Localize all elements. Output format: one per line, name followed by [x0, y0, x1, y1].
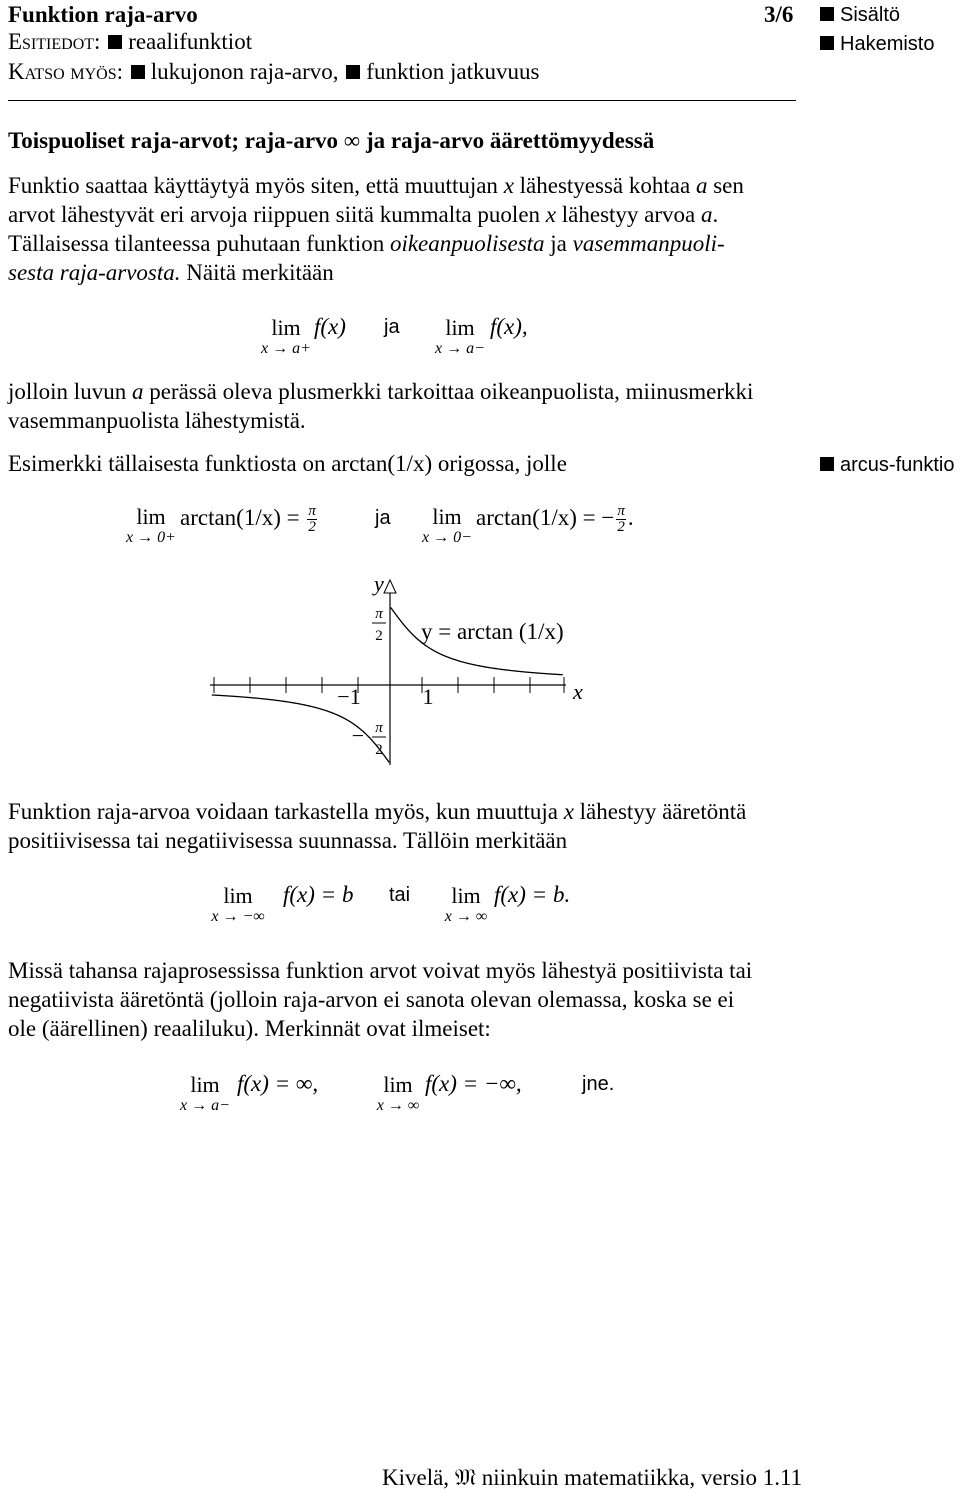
tick-label-neg-1: −1: [337, 684, 361, 709]
limit-to-infinity-right: lim x → ∞: [376, 1072, 420, 1114]
y-axis-arrow-icon: [384, 580, 396, 593]
p1-line-4: sesta raja-arvosta. Näitä merkitään: [8, 260, 334, 285]
link-square-icon: [108, 35, 122, 49]
eq2-ja: ja: [375, 507, 391, 529]
eq1-expr-1: f(x): [314, 314, 346, 339]
heading-part-1: Toispuoliset raja-arvot; raja-arvo: [8, 128, 339, 153]
footer-text: niinkuin matematiikka, versio 1.11: [481, 1465, 803, 1490]
eq4-etc: jne.: [582, 1073, 615, 1095]
limit-plus-infinity: lim x → ∞: [444, 883, 488, 925]
eq2-expr-1: arctan(1/x) = $\frac{\pi}{2}$: [180, 503, 316, 535]
limit-minus-infinity: lim x → −∞: [211, 883, 265, 925]
paragraph-5: [8, 956, 818, 1043]
y-axis-label: y: [374, 571, 384, 596]
minus-sign: −: [351, 723, 365, 748]
eq4-expr-2: f(x) = −∞,: [425, 1071, 522, 1096]
eq1-ja: ja: [384, 316, 400, 338]
p4-line-2: positiivisessa tai negatiivisessa suunnassa. Tällöin merkitään: [8, 828, 568, 853]
link-reaalifunktiot[interactable]: reaalifunktiot: [128, 29, 253, 54]
p4-line-1: Funktion raja-arvoa voidaan tarkastella myös, kun muuttuja x lähestyy ääretöntä: [8, 799, 747, 824]
p5-line-2: negatiivista ääretöntä (jolloin raja-arvon ei sanota olevan olemassa, koska se ei: [8, 987, 735, 1012]
curve-label: y = arctan (1/x): [421, 619, 564, 644]
two-label: 2: [375, 628, 383, 644]
nav-square-icon: [820, 7, 834, 21]
paragraph-1: [8, 171, 808, 287]
tick-minus-pi-over-2: [352, 720, 386, 758]
page-title: Funktion raja-arvo: [8, 2, 198, 27]
x-axis-label: x: [573, 679, 583, 704]
p5-line-3: ole (äärellinen) reaaliluku). Merkinnät ovat ilmeiset:: [8, 1016, 491, 1041]
eq1-expr-2: f(x),: [490, 314, 528, 339]
link-lukujonon-raja-arvo[interactable]: lukujonon raja-arvo,: [150, 59, 339, 84]
paragraph-4: [8, 797, 808, 855]
tick-pi-over-2: [372, 606, 386, 644]
limit-left: lim x → a−: [435, 315, 485, 357]
side-link-arcus-funktio[interactable]: [820, 453, 955, 477]
nav-square-icon: [820, 36, 834, 50]
tick-label-pos-1: 1: [422, 684, 434, 709]
p1-line-1: Funktio saattaa käyttäytyä myös siten, että muuttujan x lähestyessä kohtaa a sen: [8, 173, 744, 198]
two-label: 2: [375, 742, 383, 758]
link-square-icon: [131, 65, 145, 79]
prereq-label: Esitiedot:: [8, 29, 101, 54]
eq4-expr-1: f(x) = ∞,: [237, 1071, 319, 1096]
limit-to-infinity-left: lim x → a−: [180, 1072, 230, 1114]
p5-line-1: Missä tahansa rajaprosessissa funktion arvot voivat myös lähestyä positiivista tai: [8, 958, 753, 983]
see-also-label: Katso myös:: [8, 59, 123, 84]
eq2-expr-2: arctan(1/x) = − $\frac{\pi}{2}$ .: [476, 503, 634, 535]
eq3-expr-2: f(x) = b.: [494, 882, 571, 907]
limit-arctan-right: lim x → 0+: [126, 504, 176, 546]
eq3-tai: tai: [389, 884, 411, 906]
heading-part-2: ja raja-arvo äärettömyydessä: [365, 128, 655, 153]
link-funktion-jatkuvuus[interactable]: funktion jatkuvuus: [366, 59, 540, 84]
header-rule: [8, 100, 796, 101]
limit-arctan-left: lim x → 0−: [422, 504, 472, 546]
nav-sisalto[interactable]: [820, 3, 900, 27]
nav-sisalto-label: Sisältö: [840, 4, 901, 26]
link-square-icon: [820, 457, 834, 471]
limit-right: lim x → a+: [261, 315, 311, 357]
arctan-graph: [0, 560, 960, 775]
nav-hakemisto[interactable]: [820, 32, 934, 56]
see-also-line: [8, 57, 539, 86]
nav-hakemisto-label: Hakemisto: [840, 33, 935, 55]
footer: [382, 1465, 802, 1491]
p1-line-2: arvot lähestyvät eri arvoja riippuen siitä kummalta puolen x lähestyy arvoa a.: [8, 202, 719, 227]
footer-logo: 𝔐: [454, 1465, 476, 1490]
heading-infinity: ∞: [343, 128, 361, 153]
footer-author: Kivelä,: [382, 1465, 450, 1490]
section-heading: [8, 126, 654, 155]
p2-line-1: jolloin luvun a perässä oleva plusmerkki tarkoittaa oikeanpuolista, miinusmerkki: [8, 379, 754, 404]
eq3-expr-1: f(x) = b: [283, 882, 354, 907]
link-square-icon: [346, 65, 360, 79]
paragraph-3: Esimerkki tällaisesta funktiosta on arctan(1/x) origossa, jolle: [8, 451, 567, 476]
prerequisites-line: [8, 27, 252, 56]
side-link-label: arcus-funktio: [840, 454, 955, 476]
p2-line-2: vasemmanpuolista lähestymistä.: [8, 408, 306, 433]
pi-label: π: [375, 720, 383, 736]
p1-line-3: Tällaisessa tilanteessa puhutaan funktion oikeanpuolisesta ja vasemmanpuoli-: [8, 231, 725, 256]
paragraph-2: [8, 377, 808, 435]
pi-label: π: [375, 606, 383, 622]
page-number: 3/6: [764, 2, 794, 27]
